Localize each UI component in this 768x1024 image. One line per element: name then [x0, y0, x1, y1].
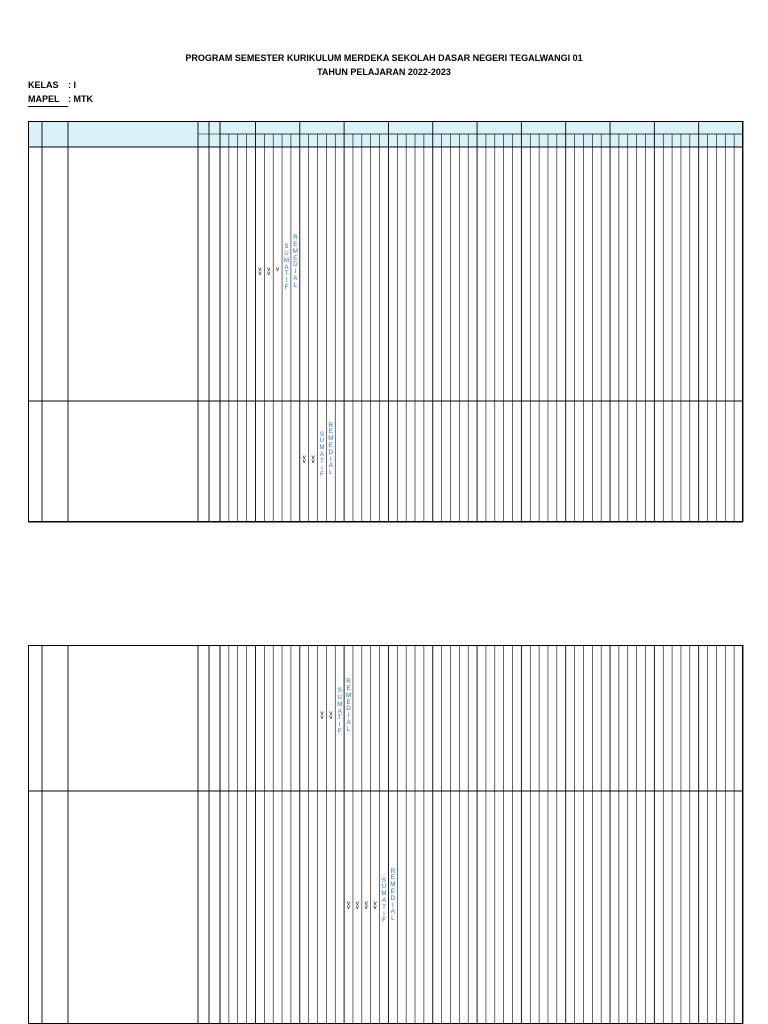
checkmark: v v	[329, 710, 333, 722]
checkmark: v v	[355, 899, 359, 911]
remedial-label: R E M E D I A L	[390, 867, 396, 923]
mapel-label: MAPEL	[28, 94, 60, 104]
checkmark: v v	[302, 453, 306, 465]
checkmark: v v	[364, 899, 368, 911]
kelas-value: : I	[68, 80, 76, 90]
row-atp-description	[69, 646, 198, 790]
sumatif-label: S U M A T I F	[381, 876, 387, 925]
sumatif-label: S U M A T I F	[319, 430, 325, 479]
program-table-part-2	[28, 645, 743, 1024]
checkmark: v v	[258, 266, 262, 278]
mapel-value: : MTK	[68, 94, 93, 104]
checkmark: v v	[267, 266, 271, 278]
document-title: PROGRAM SEMESTER KURIKULUM MERDEKA SEKOLAH DASAR NEGERI TEGALWANGI 01	[185, 53, 583, 63]
checkmark: v v	[311, 453, 315, 465]
mapel-underline	[28, 106, 68, 107]
column-header-fill	[28, 121, 220, 147]
row-atp-description	[69, 402, 198, 521]
kelas-label: KELAS	[28, 80, 59, 90]
document-subtitle: TAHUN PELAJARAN 2022-2023	[317, 67, 451, 77]
checkmark: v v	[346, 899, 351, 911]
checkmark: v	[276, 266, 280, 273]
sumatif-label: S U M A T I F	[337, 687, 343, 735]
checkmark: v v	[373, 899, 377, 911]
row-atp-description	[69, 792, 198, 1023]
program-table-part-1	[28, 121, 743, 522]
remedial-label: R E M E D I A L	[292, 234, 298, 289]
mapel-line	[28, 94, 93, 104]
remedial-label: R E M E D I A L	[328, 421, 334, 477]
sumatif-label: S U M A T I F	[283, 243, 290, 291]
kelas-line	[28, 80, 76, 90]
row-atp-description	[69, 148, 198, 400]
remedial-label: R E M E D I A L	[345, 678, 352, 733]
checkmark: v v	[320, 710, 324, 722]
